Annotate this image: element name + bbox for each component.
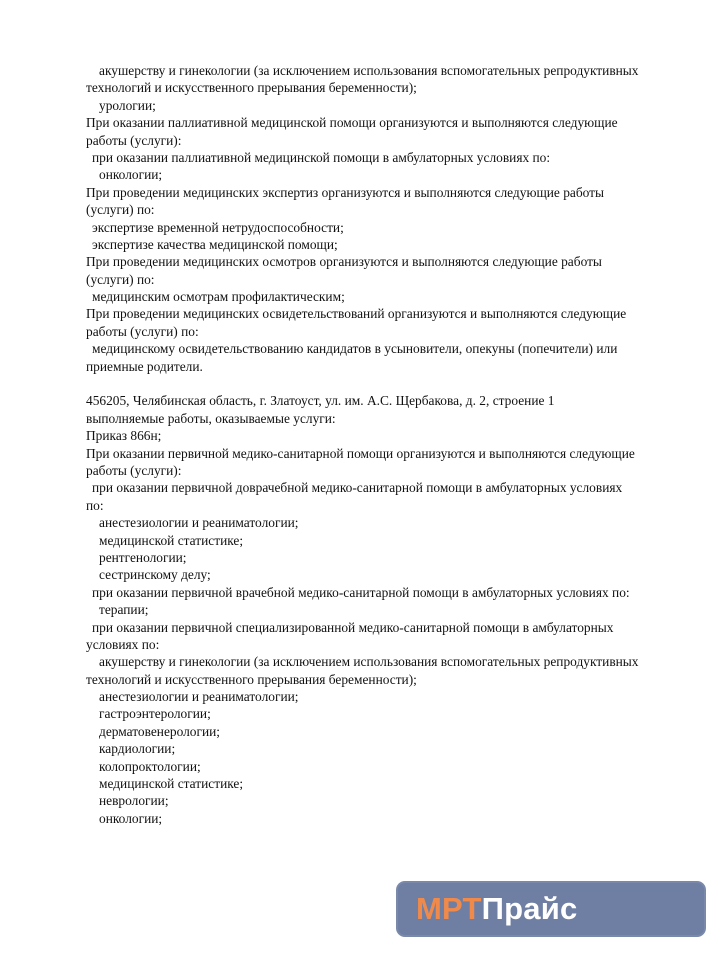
text-line: при оказании первичной специализированной медико-санитарной помощи в амбулаторных (92, 619, 614, 635)
text-line: работы (услуги): (86, 132, 182, 148)
text-line: При оказании первичной медико-санитарной помощи организуются и выполняются следующие (86, 445, 635, 461)
text-line: неврологии; (99, 793, 169, 809)
text-line: анестезиологии и реаниматологии; (99, 515, 299, 531)
logo-wordmark (416, 890, 577, 928)
text-line: анестезиологии и реаниматологии; (99, 689, 299, 705)
text-line: технологий и искусственного прерывания беременности); (86, 671, 417, 687)
text-line: кардиологии; (99, 741, 176, 757)
text-line: работы (услуги): (86, 462, 182, 478)
text-line: условиях по: (86, 636, 160, 652)
text-line: технологий и искусственного прерывания беременности); (86, 80, 417, 96)
document-text (86, 62, 696, 827)
text-line: сестринскому делу; (99, 567, 211, 583)
text-line: при оказании первичной врачебной медико-санитарной помощи в амбулаторных условиях по: (92, 584, 630, 600)
text-line: (услуги) по: (86, 271, 155, 287)
text-line: рентгенологии; (99, 549, 187, 565)
text-line: медицинскому освидетельствованию кандидатов в усыновители, опекуны (попечители) или (92, 341, 618, 357)
text-line: При проведении медицинских осмотров организуются и выполняются следующие работы (86, 254, 602, 270)
text-line: терапии; (99, 602, 149, 618)
text-line: при оказании паллиативной медицинской помощи в амбулаторных условиях по: (92, 149, 551, 165)
text-line: гастроэнтерологии; (99, 706, 211, 722)
text-line: по: (86, 497, 104, 513)
text-line: при оказании первичной доврачебной медико-санитарной помощи в амбулаторных условиях (92, 480, 623, 496)
text-line: онкологии; (99, 810, 163, 826)
text-line: медицинским осмотрам профилактическим; (92, 289, 345, 305)
address-line: 456205, Челябинская область, г. Златоуст, ул. им. А.С. Щербакова, д. 2, строение 1 (86, 393, 555, 409)
text-line: акушерству и гинекологии (за исключением использования вспомогательных репродуктивных (99, 63, 639, 78)
text-line: медицинской статистике; (99, 776, 244, 792)
text-line: приемные родители. (86, 358, 203, 374)
text-line: медицинской статистике; (99, 532, 244, 548)
text-line: колопроктологии; (99, 758, 201, 774)
mrtprice-logo (396, 881, 706, 937)
text-line: При оказании паллиативной медицинской помощи организуются и выполняются следующие (86, 115, 618, 131)
text-line: дерматовенерологии; (99, 723, 221, 739)
logo-part-prais: Прайс (481, 891, 578, 926)
text-line: онкологии; (99, 167, 163, 183)
paragraph-gap (86, 375, 696, 392)
text-line: акушерству и гинекологии (за исключением использования вспомогательных репродуктивных (99, 654, 639, 670)
text-line: урологии; (99, 97, 156, 113)
text-line: экспертизе качества медицинской помощи; (92, 236, 338, 252)
text-line: При проведении медицинских освидетельствований организуются и выполняются следующие (86, 306, 627, 322)
text-line: При проведении медицинских экспертиз организуются и выполняются следующие работы (86, 184, 605, 200)
text-line: Приказ 866н; (86, 428, 162, 444)
logo-part-mrt: МРТ (416, 891, 482, 926)
text-line: (услуги) по: (86, 202, 155, 218)
text-line: экспертизе временной нетрудоспособности; (92, 219, 344, 235)
text-line: работы (услуги) по: (86, 323, 199, 339)
text-line: выполняемые работы, оказываемые услуги: (86, 410, 336, 426)
